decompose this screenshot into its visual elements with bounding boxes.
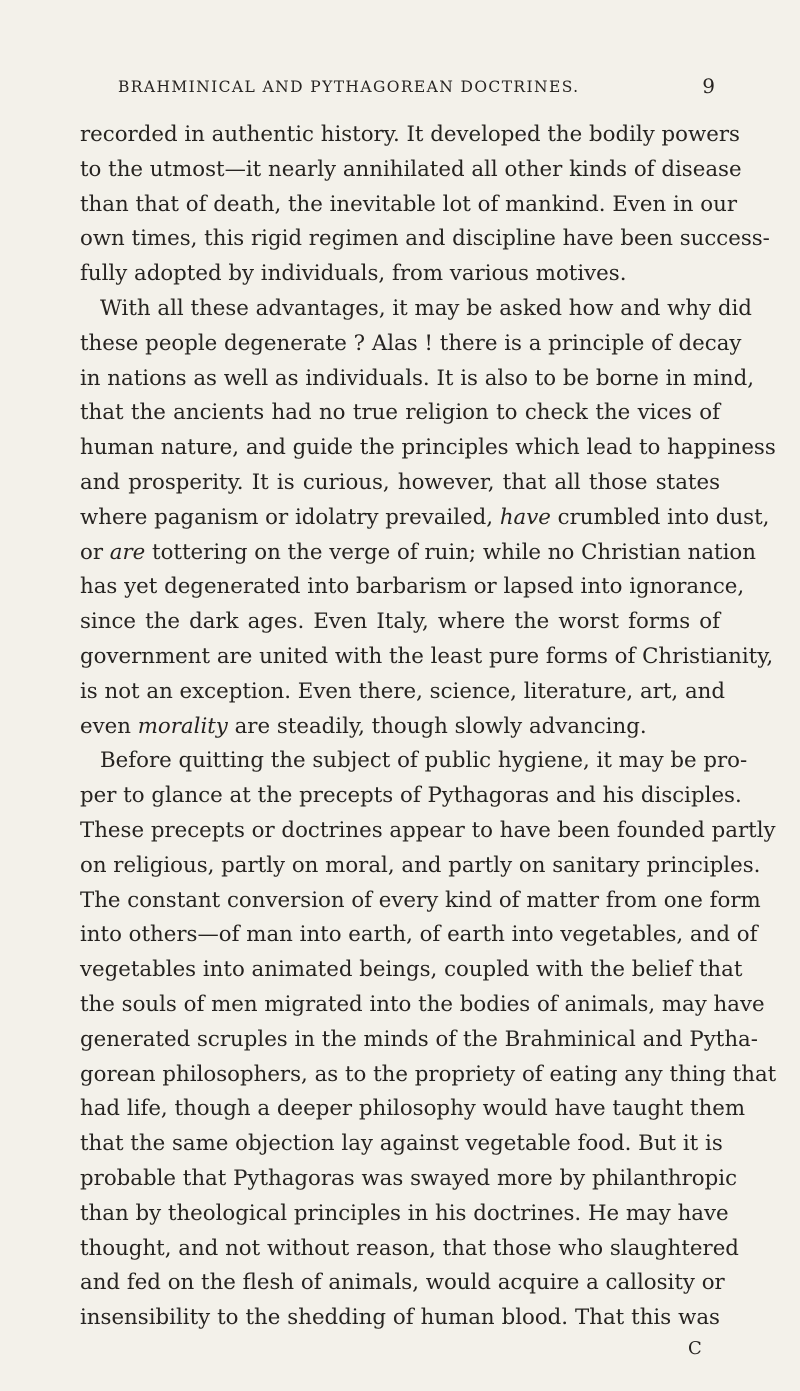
text-line: into others—of man into earth, of earth into vegetables, and of <box>80 922 758 948</box>
text-line: the souls of men migrated into the bodies of animals, may have <box>80 991 765 1017</box>
text-line: and fed on the flesh of animals, would acquire a callosity or <box>80 1270 725 1296</box>
text-line: These precepts or doctrines appear to have been founded partly <box>80 817 776 843</box>
text-line: on religious, partly on moral, and partly on sanitary principles. <box>80 852 761 878</box>
body-text <box>80 118 777 1336</box>
text-line: than by theological principles in his doctrines. He may have <box>80 1200 729 1226</box>
text-line: these people degenerate ? Alas ! there is a principle of decay <box>80 330 742 356</box>
text-line: insensibility to the shedding of human blood. That this was <box>80 1305 720 1331</box>
text-line: recorded in authentic history. It developed the bodily powers <box>80 122 740 147</box>
text-line: fully adopted by individuals, from various motives. <box>80 261 627 287</box>
text-line: generated scruples in the minds of the Brahminical and Pytha- <box>80 1026 758 1052</box>
text-line: With all these advantages, it may be asked how and why did <box>100 295 752 321</box>
signature-mark: C <box>688 1338 702 1359</box>
running-title: BRAHMINICAL AND PYTHAGOREAN DOCTRINES. <box>118 78 580 96</box>
text-line: that the same objection lay against vegetable food. But it is <box>80 1131 723 1157</box>
text-line: gorean philosophers, as to the propriety of eating any thing that <box>80 1061 777 1087</box>
text-line: than that of death, the inevitable lot of mankind. Even in our <box>80 191 738 217</box>
text-line: Before quitting the subject of public hygiene, it may be pro- <box>100 748 748 774</box>
text-line: and prosperity. It is curious, however, that all those states <box>80 469 720 495</box>
text-line: per to glance at the precepts of Pythagoras and his disciples. <box>80 783 742 809</box>
text-line: human nature, and guide the principles which lead to happiness <box>80 435 776 461</box>
text-line: where paganism or idolatry prevailed, have crumbled into dust, <box>80 504 770 530</box>
text-line: has yet degenerated into barbarism or lapsed into ignorance, <box>80 574 745 600</box>
text-line: probable that Pythagoras was swayed more by philanthropic <box>80 1165 738 1191</box>
text-line: The constant conversion of every kind of matter from one form <box>80 887 761 913</box>
text-line: thought, and not without reason, that those who slaughtered <box>80 1235 739 1261</box>
text-line: since the dark ages. Even Italy, where the worst forms of <box>80 609 720 635</box>
text-line: to the utmost—it nearly annihilated all other kinds of disease <box>80 156 742 182</box>
page-number: 9 <box>702 74 715 98</box>
text-line: in nations as well as individuals. It is also to be borne in mind, <box>80 365 755 391</box>
text-line: own times, this rigid regimen and discipline have been success- <box>80 226 770 252</box>
text-line: is not an exception. Even there, science, literature, art, and <box>80 678 725 704</box>
text-line: or are tottering on the verge of ruin; while no Christian nation <box>80 539 756 565</box>
text-line: even morality are steadily, though slowly advancing. <box>80 713 647 739</box>
text-line: had life, though a deeper philosophy would have taught them <box>80 1096 746 1122</box>
text-line: vegetables into animated beings, coupled with the belief that <box>80 957 743 983</box>
text-line: that the ancients had no true religion to check the vices of <box>80 400 720 426</box>
text-line: government are united with the least pure forms of Christianity, <box>80 643 774 669</box>
